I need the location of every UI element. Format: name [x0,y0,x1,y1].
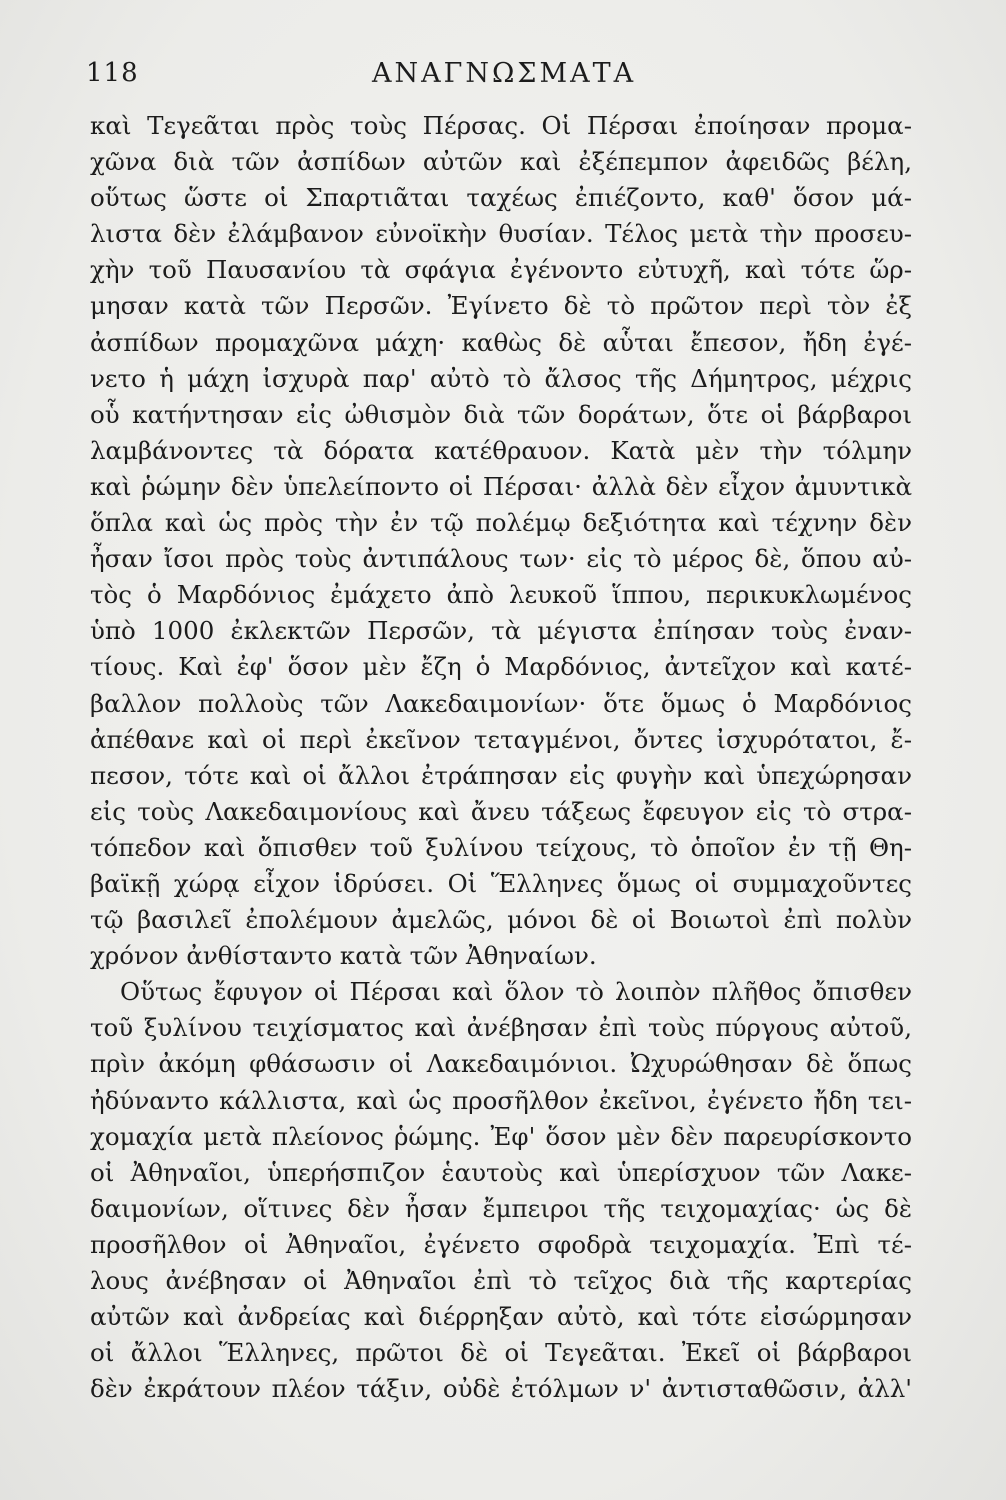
text-line: εἰς τοὺς Λακεδαιμονίους καὶ ἄνευ τάξεως ἔφευγον εἰς τὸ στρα- [90,796,912,826]
text-line: ἀσπίδων προμαχῶνα μάχη· καθὼς δὲ αὗται ἔπεσον, ἤδη ἐγέ- [90,327,912,357]
text-line: πεσον, τότε καὶ οἱ ἄλλοι ἐτράπησαν εἰς φυγὴν καὶ ὑπεχώρησαν [90,760,912,790]
text-line: ἠδύναντο κάλλιστα, καὶ ὡς προσῆλθον ἐκεῖνοι, ἐγένετο ἤδη τει- [90,1085,912,1115]
text-line: δὲν ἐκράτουν πλέον τάξιν, οὐδὲ ἐτόλμων ν' ἀντισταθῶσιν, ἀλλ' [90,1374,912,1404]
text-line: τίους. Καὶ ἐφ' ὅσον μὲν ἔζη ὁ Μαρδόνιος, ἀντεῖχον καὶ κατέ- [90,652,912,682]
text-line: ὑπὸ 1000 ἐκλεκτῶν Περσῶν, τὰ μέγιστα ἐπίησαν τοὺς ἐναν- [90,616,912,646]
text-line: βαϊκῇ χώρᾳ εἶχον ἱδρύσει. Οἱ Ἕλληνες ὅμως οἱ συμμαχοῦντες [90,868,912,898]
text-line: οἱ Ἀθηναῖοι, ὑπερήσπιζον ἑαυτοὺς καὶ ὑπερίσχυον τῶν Λακε- [90,1157,912,1187]
body-text [90,108,912,1407]
text-line: καὶ Τεγεᾶται πρὸς τοὺς Πέρσας. Οἱ Πέρσαι ἐποίησαν προμα- [90,111,912,140]
text-line: χομαχία μετὰ πλείονος ῥώμης. Ἐφ' ὅσον μὲν δὲν παρευρίσκοντο [90,1121,912,1151]
text-line: χρόνον ἀνθίσταντο κατὰ τῶν Ἀθηναίων. [90,941,597,971]
text-line: αὐτῶν καὶ ἀνδρείας καὶ διέρρηξαν αὐτὸ, καὶ τότε εἰσώρμησαν [90,1302,912,1332]
text-line: ἦσαν ἴσοι πρὸς τοὺς ἀντιπάλους των· εἰς τὸ μέρος δὲ, ὅπου αὐ- [90,544,912,574]
text-line: νετο ἡ μάχη ἰσχυρὰ παρ' αὐτὸ τὸ ἄλσος τῆς Δήμητρος, μέχρις [90,363,912,393]
text-line: βαλλον πολλοὺς τῶν Λακεδαιμονίων· ὅτε ὅμως ὁ Μαρδόνιος [90,688,912,718]
page-header [86,58,916,98]
text-line: ἀπέθανε καὶ οἱ περὶ ἐκεῖνον τεταγμένοι, ὄντες ἰσχυρότατοι, ἔ- [90,724,912,754]
text-line: τὸς ὁ Μαρδόνιος ἐμάχετο ἀπὸ λευκοῦ ἵππου, περικυκλωμένος [90,580,912,610]
text-line: οὗ κατήντησαν εἰς ὠθισμὸν διὰ τῶν δοράτων, ὅτε οἱ βάρβαροι [90,399,912,429]
text-line: τόπεδον καὶ ὄπισθεν τοῦ ξυλίνου τείχους, τὸ ὁποῖον ἐν τῇ Θη- [90,832,912,862]
text-line: τοῦ ξυλίνου τειχίσματος καὶ ἀνέβησαν ἐπὶ τοὺς πύργους αὐτοῦ, [90,1013,912,1043]
text-line: δαιμονίων, οἵτινες δὲν ἦσαν ἔμπειροι τῆς τειχομαχίας· ὡς δὲ [90,1193,912,1223]
text-line: χῶνα διὰ τῶν ἀσπίδων αὐτῶν καὶ ἐξέπεμπον ἀφειδῶς βέλη, [90,147,912,177]
running-title: ΑΝΑΓΝΩΣΜΑΤΑ [372,58,637,89]
paragraph [90,108,912,974]
text-line: χὴν τοῦ Παυσανίου τὰ σφάγια ἐγένοντο εὐτυχῆ, καὶ τότε ὥρ- [90,255,912,285]
page-number: 118 [86,58,139,88]
text-line: λιστα δὲν ἐλάμβανον εὐνοϊκὴν θυσίαν. Τέλος μετὰ τὴν προσευ- [90,219,912,249]
text-line: Οὕτως ἔφυγον οἱ Πέρσαι καὶ ὅλον τὸ λοιπὸν πλῆθος ὄπισθεν [120,977,912,1007]
text-line: προσῆλθον οἱ Ἀθηναῖοι, ἐγένετο σφοδρὰ τειχομαχία. Ἐπὶ τέ- [90,1229,912,1259]
text-line: καὶ ῥώμην δὲν ὑπελείποντο οἱ Πέρσαι· ἀλλὰ δὲν εἶχον ἀμυντικὰ [90,471,912,501]
text-line: οὕτως ὥστε οἱ Σπαρτιᾶται ταχέως ἐπιέζοντο, καθ' ὅσον μά- [90,183,912,213]
paragraph [90,974,912,1407]
text-line: λαμβάνοντες τὰ δόρατα κατέθραυον. Κατὰ μὲν τὴν τόλμην [90,435,912,465]
text-line: λους ἀνέβησαν οἱ Ἀθηναῖοι ἐπὶ τὸ τεῖχος διὰ τῆς καρτερίας [90,1266,912,1295]
text-line: μησαν κατὰ τῶν Περσῶν. Ἐγίνετο δὲ τὸ πρῶτον περὶ τὸν ἐξ [90,291,912,321]
text-line: οἱ ἄλλοι Ἕλληνες, πρῶτοι δὲ οἱ Τεγεᾶται. Ἐκεῖ οἱ βάρβαροι [90,1338,912,1368]
text-line: τῷ βασιλεῖ ἐπολέμουν ἀμελῶς, μόνοι δὲ οἱ Βοιωτοὶ ἐπὶ πολὺν [90,905,912,935]
text-line: πρὶν ἀκόμη φθάσωσιν οἱ Λακεδαιμόνιοι. Ὠχυρώθησαν δὲ ὅπως [90,1049,912,1079]
text-line: ὅπλα καὶ ὡς πρὸς τὴν ἐν τῷ πολέμῳ δεξιότητα καὶ τέχνην δὲν [90,508,912,538]
